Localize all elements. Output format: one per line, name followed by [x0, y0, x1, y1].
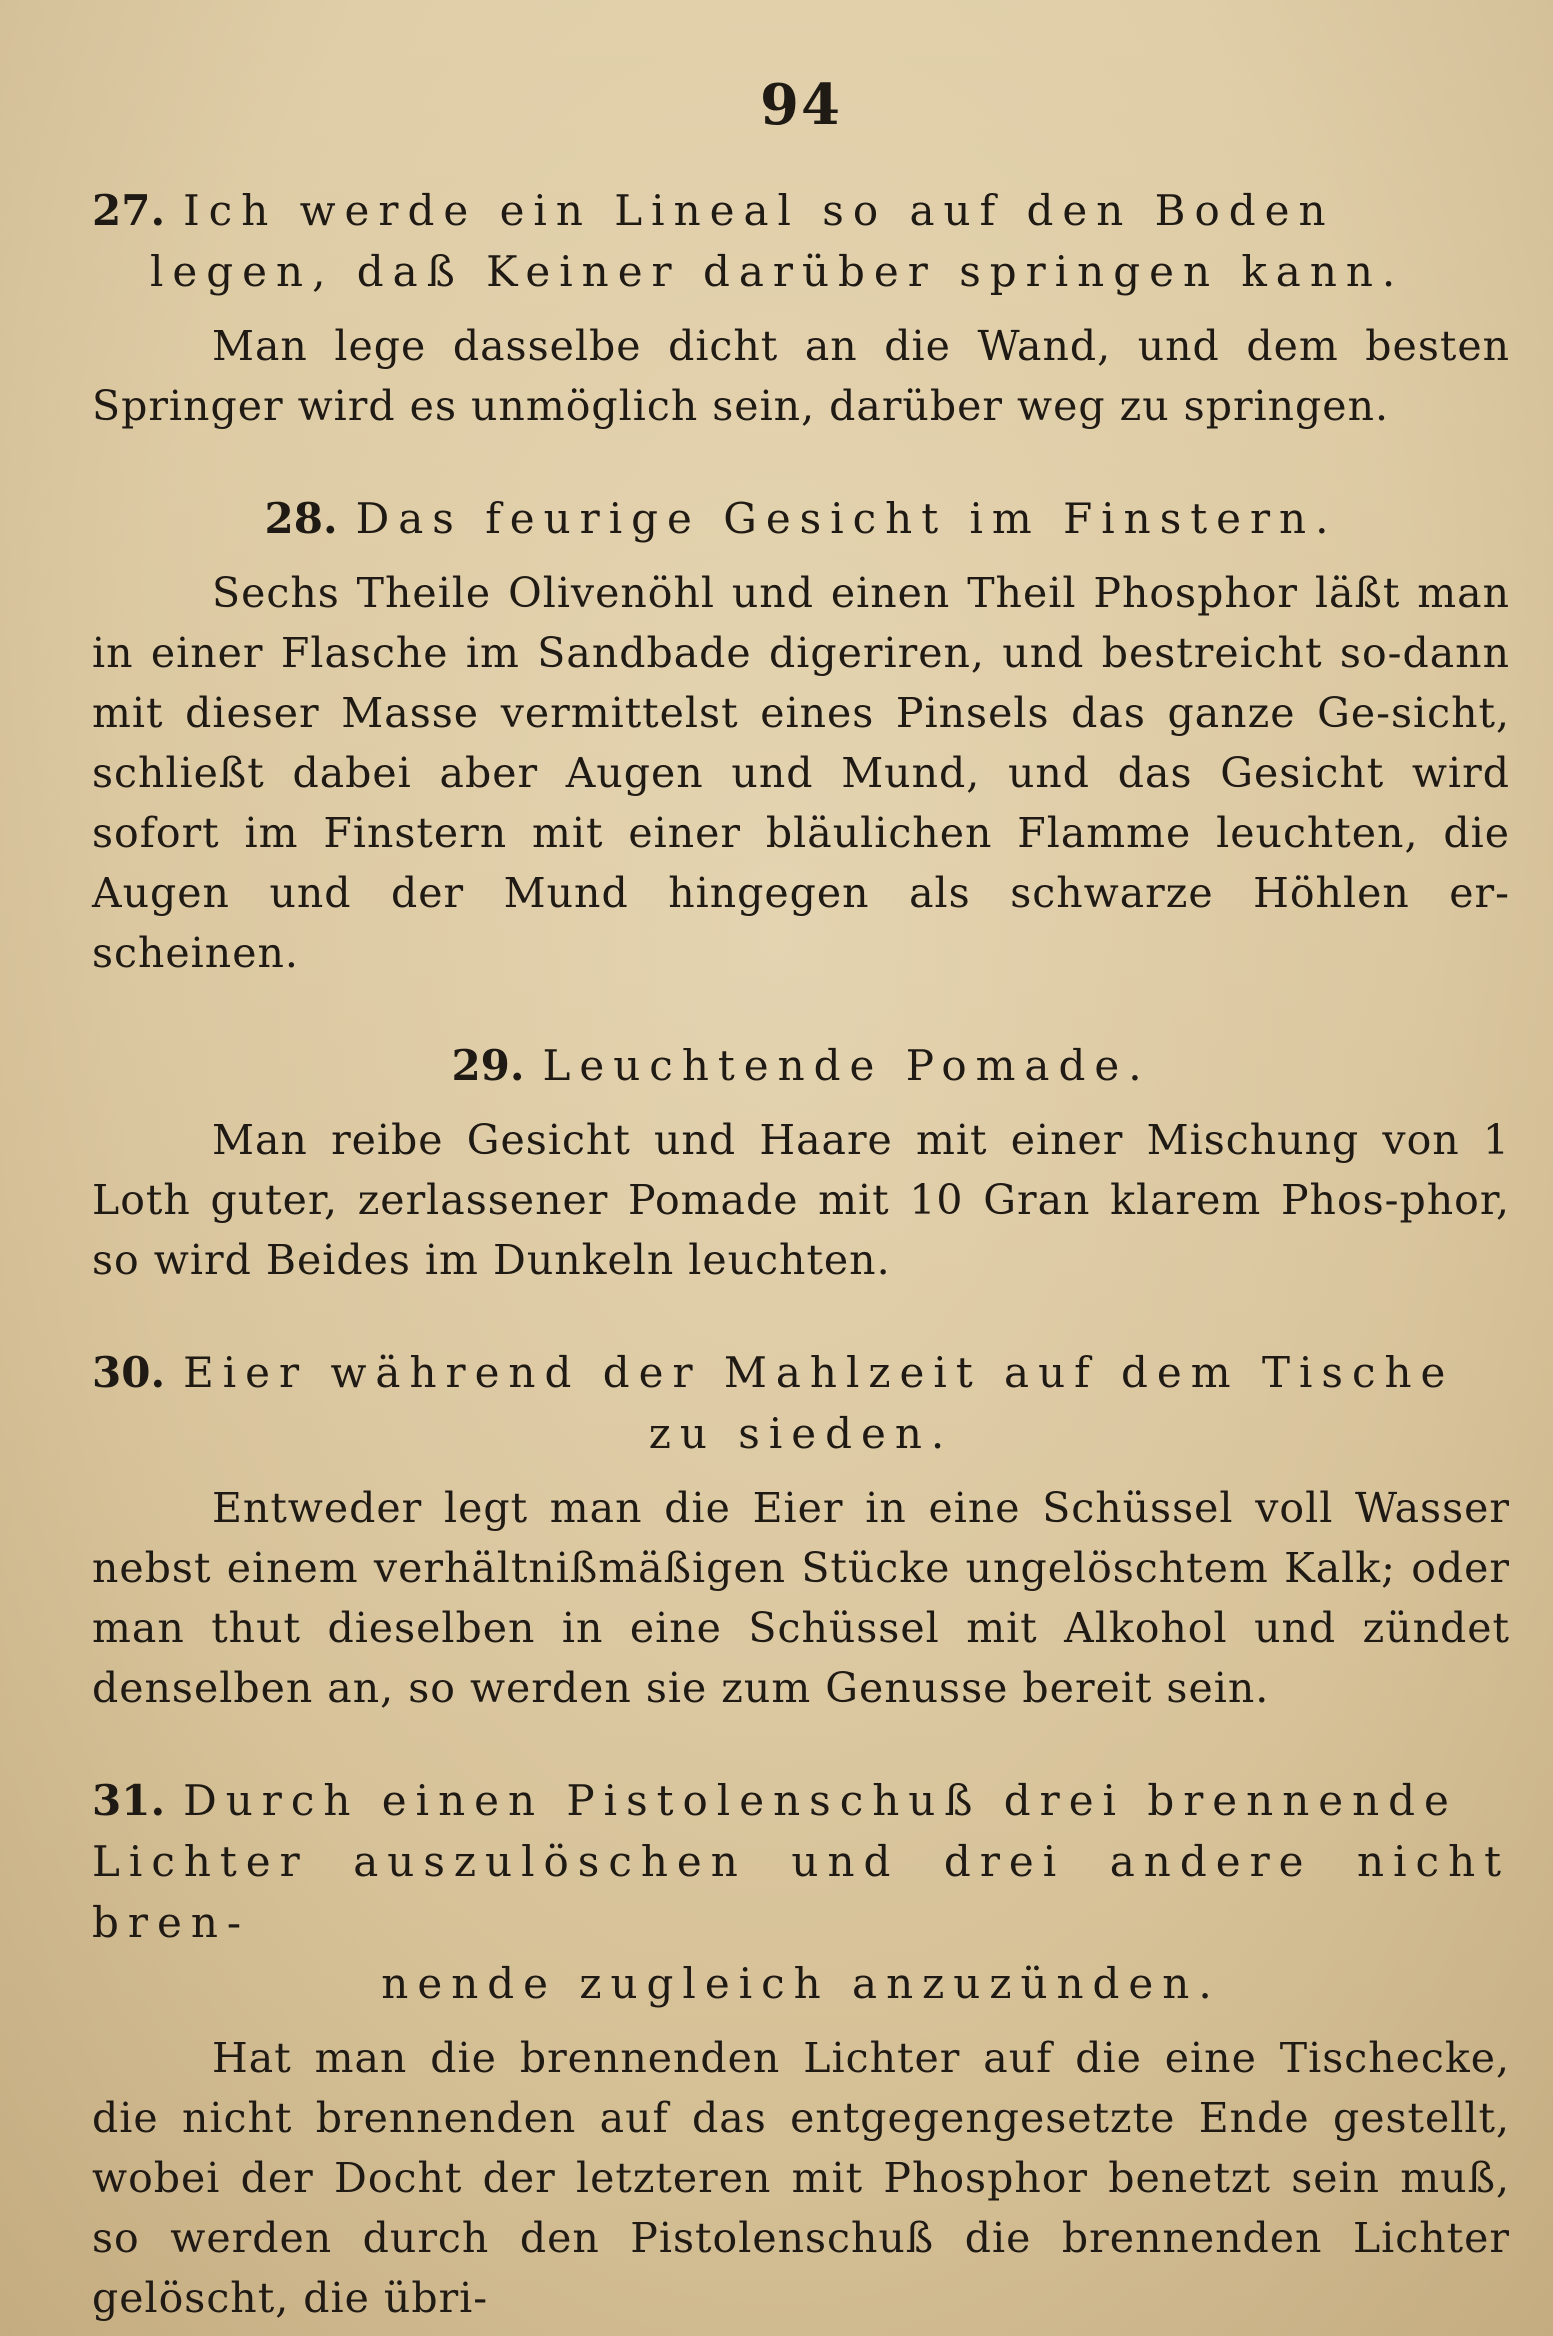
section-heading [92, 1342, 1510, 1464]
heading-line: nende zugleich anzuzünden. [381, 1959, 1221, 2008]
section-number: 31. [92, 1776, 166, 1825]
page-content [92, 70, 1510, 2328]
heading-line: Ich werde ein Lineal so auf den Boden [183, 186, 1335, 235]
section-heading [92, 1770, 1510, 2014]
section-30 [92, 1342, 1510, 1718]
section-text: Man reibe Gesicht und Haare mit einer Mischung von 1 Loth guter, zerlassener Pomade mit 10 Gran klarem Phos-phor, so wird Beides im Dunkeln leuchten. [92, 1116, 1510, 1284]
section-28 [92, 488, 1510, 983]
section-27 [92, 180, 1510, 436]
section-text: Hat man die brennenden Lichter auf die eine Tischecke, die nicht brennenden auf das entgegengesetzte Ende gestellt, wobei der Docht der letzteren mit Phosphor benetzt sein muß, so werden durch den Pistolenschuß die brennenden Lichter gelöscht, die übri- [92, 2034, 1510, 2322]
section-number: 29. [451, 1041, 525, 1090]
section-heading [92, 1035, 1510, 1096]
section-number: 30. [92, 1348, 166, 1397]
section-heading [92, 180, 1510, 302]
heading-line: Leuchtende Pomade. [542, 1041, 1151, 1090]
heading-line: Lichter auszulöschen und drei andere nicht bren- [92, 1837, 1510, 1947]
page-number: 94 [760, 72, 842, 138]
heading-line: zu sieden. [648, 1409, 954, 1458]
section-text: Entweder legt man die Eier in eine Schüssel voll Wasser nebst einem verhältnißmäßigen Stücke ungelöschtem Kalk; oder man thut dieselben in eine Schüssel mit Alkohol und zündet denselben an, so werden sie zum Genusse bereit sein. [92, 1484, 1510, 1712]
heading-line: legen, daß Keiner darüber springen kann. [150, 247, 1405, 296]
heading-line: Das feurige Gesicht im Finstern. [355, 494, 1338, 543]
section-31 [92, 1770, 1510, 2328]
section-number: 28. [264, 494, 338, 543]
heading-line: Eier während der Mahlzeit auf dem Tische [183, 1348, 1455, 1397]
section-heading [92, 488, 1510, 549]
section-text: Man lege dasselbe dicht an die Wand, und dem besten Springer wird es unmöglich sein, darüber weg zu springen. [92, 322, 1510, 430]
section-number: 27. [92, 186, 166, 235]
heading-line: Durch einen Pistolenschuß drei brennende [183, 1776, 1458, 1825]
section-text: Sechs Theile Olivenöhl und einen Theil Phosphor läßt man in einer Flasche im Sandbade digeriren, und bestreicht so-dann mit dieser Masse vermittelst eines Pinsels das ganze Ge-sicht, schließt dabei aber Augen und Mund, und das Gesicht wird sofort im Finstern mit einer bläulichen Flamme leuchten, die Augen und der Mund hingegen als schwarze Höhlen er-scheinen. [92, 569, 1510, 977]
section-29 [92, 1035, 1510, 1290]
